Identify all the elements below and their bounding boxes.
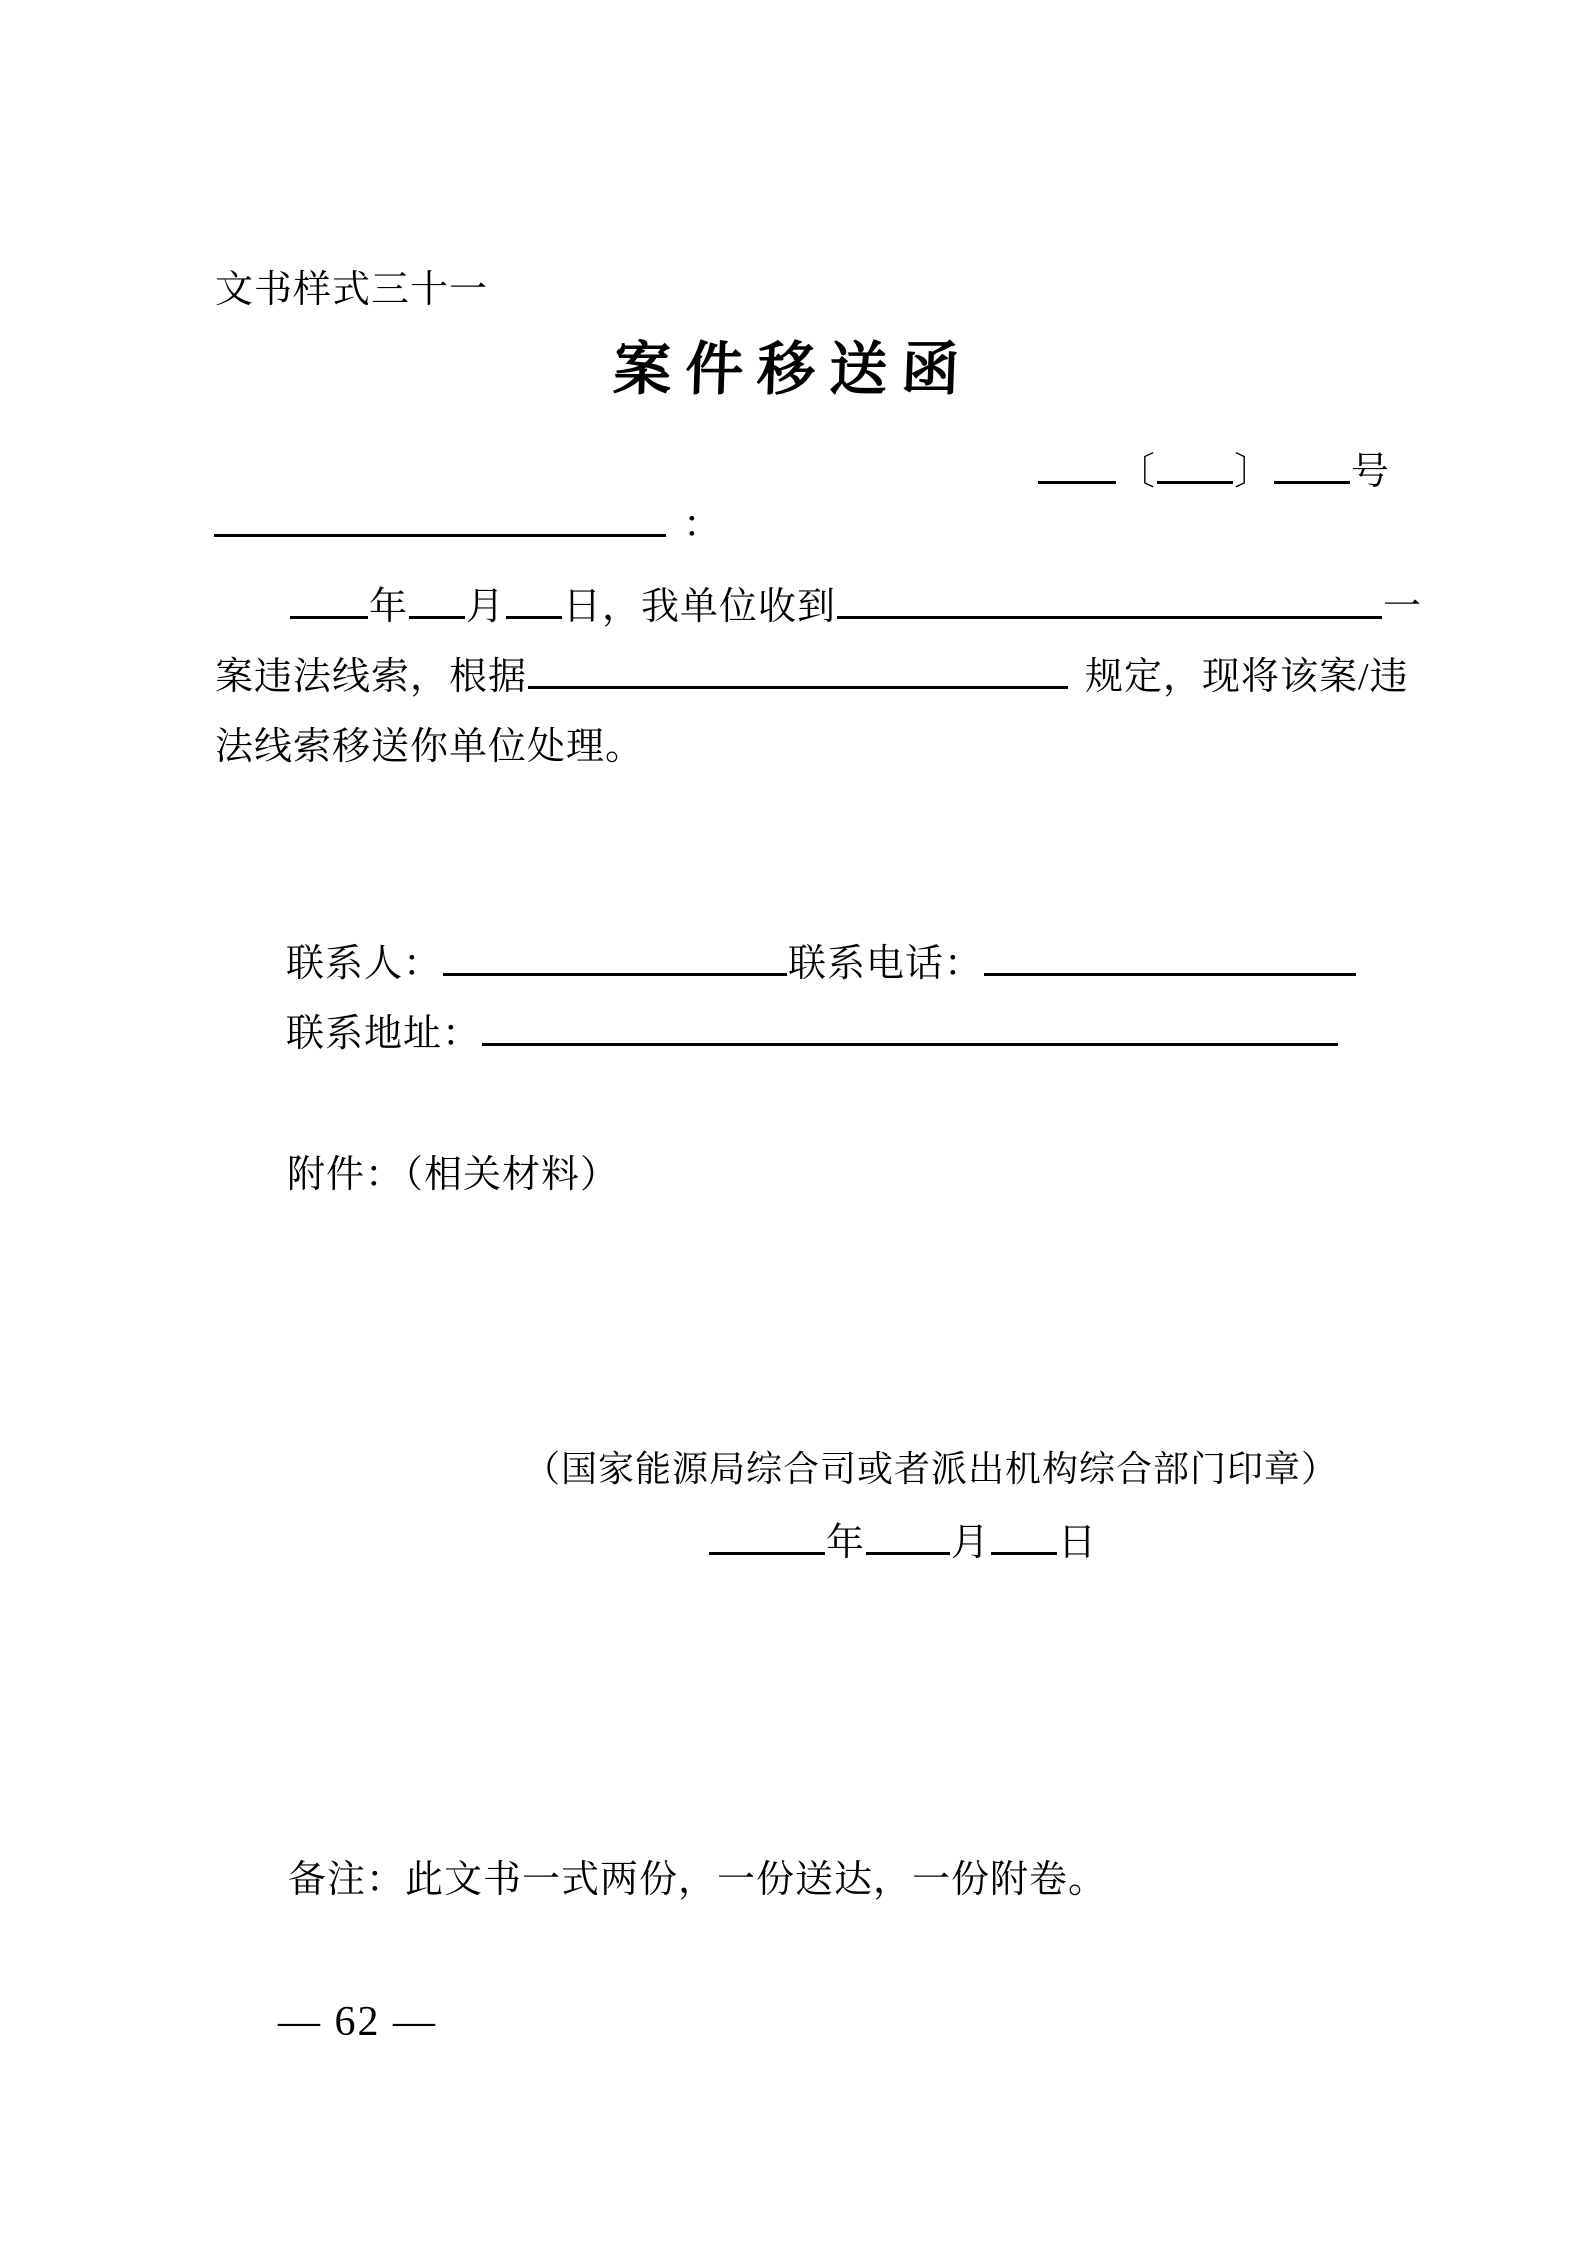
contact-person-label: 联系人： <box>286 943 443 985</box>
signature-date-line <box>708 1521 1097 1567</box>
incident-month-blank <box>409 616 465 619</box>
addressee-blank <box>214 534 666 537</box>
contact-address-blank <box>482 1043 1338 1046</box>
legal-basis-blank <box>528 686 1068 689</box>
signature-day-char: 日 <box>1058 1522 1098 1564</box>
incident-day-blank <box>506 616 562 619</box>
body-line-1-tail: 一 <box>1383 586 1423 628</box>
body-line-3: 法线索移送你单位处理。 <box>215 726 645 768</box>
received-from-blank <box>837 616 1382 619</box>
contact-address-label: 联系地址： <box>286 1013 482 1055</box>
page-number: — 62 — <box>278 1999 437 2045</box>
signature-month-char: 月 <box>951 1522 991 1564</box>
body-line-2 <box>215 655 1409 701</box>
year-char: 年 <box>369 586 409 628</box>
stamp-note: （国家能源局综合司或者派出机构综合部门印章） <box>524 1449 1339 1489</box>
body-line-2-tail: 规定，现将该案/违 <box>1085 656 1409 698</box>
body-line-1-text: 日，我单位收到 <box>563 586 837 628</box>
incident-year-blank <box>290 616 368 619</box>
doc-number-bracket-close: 〕 <box>1233 451 1273 493</box>
signature-year-blank <box>709 1552 825 1555</box>
contact-row <box>286 942 1357 988</box>
doc-number-bracket-open: 〔 <box>1116 451 1156 493</box>
addressee-line <box>213 503 722 549</box>
signature-year-char: 年 <box>826 1522 866 1564</box>
form-style-label: 文书样式三十一 <box>215 269 489 311</box>
doc-number-blank-3 <box>1274 481 1350 484</box>
doc-number-blank-2 <box>1157 481 1233 484</box>
remark-note: 备注：此文书一式两份，一份送达，一份附卷。 <box>288 1859 1108 1901</box>
contact-phone-label: 联系电话： <box>788 943 984 985</box>
contact-phone-blank <box>984 973 1356 976</box>
contact-address-row <box>286 1012 1339 1058</box>
signature-day-blank <box>991 1552 1057 1555</box>
body-line-2-head: 案违法线索，根据 <box>215 656 528 698</box>
month-char: 月 <box>466 586 506 628</box>
contact-person-blank <box>443 973 787 976</box>
attachment-note: 附件：（相关材料） <box>287 1154 620 1196</box>
document-title: 案件移送函 <box>612 337 975 402</box>
signature-month-blank <box>866 1552 950 1555</box>
doc-number-blank-1 <box>1038 481 1116 484</box>
doc-number-suffix: 号 <box>1350 451 1390 493</box>
doc-number-line <box>1037 450 1390 496</box>
body-line-1 <box>289 585 1422 631</box>
addressee-colon: ： <box>683 504 723 546</box>
